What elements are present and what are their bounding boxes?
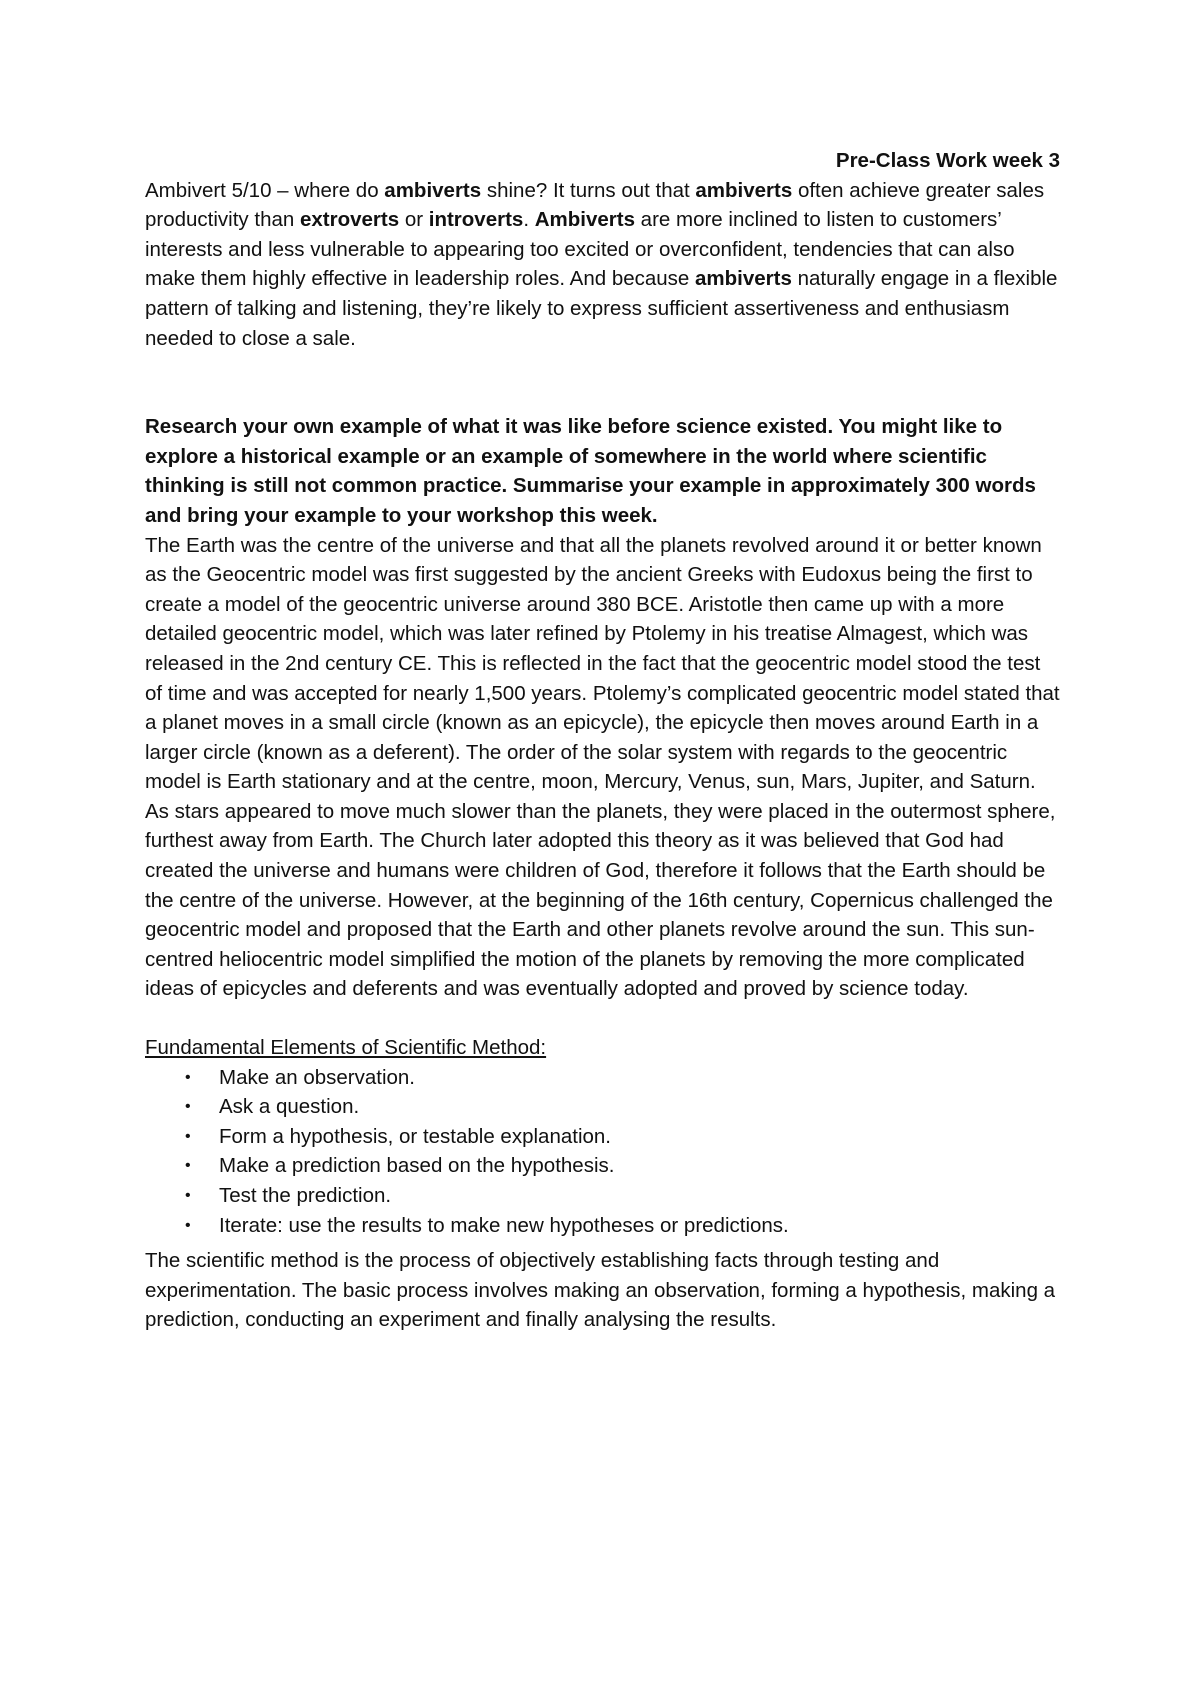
ambivert-text-5: . xyxy=(523,208,535,232)
bullet-icon: • xyxy=(185,1098,191,1116)
ambivert-text-6: are more inclined to listen to customers’ interests and less vulnerable to appearing too excited or overconfident, tendencies that can also make them highly effective in leadership roles. And because xyxy=(145,208,1015,291)
ambivert-bold-5: Ambiverts xyxy=(534,208,635,232)
bullet-icon: • xyxy=(185,1068,191,1086)
page-title: Pre-Class Work week 3 xyxy=(835,149,1060,172)
list-item xyxy=(145,1122,1060,1152)
list-item-text: Form a hypothesis, or testable explanation. xyxy=(219,1124,611,1148)
list-item xyxy=(145,1181,1060,1211)
list-item-text: Make a prediction based on the hypothesis. xyxy=(219,1154,615,1178)
section-spacer xyxy=(145,1004,1060,1033)
list-item xyxy=(145,1151,1060,1181)
ambivert-bold-3: extroverts xyxy=(299,208,400,232)
bullet-icon: • xyxy=(185,1187,191,1204)
ambivert-bold-2: ambiverts xyxy=(695,178,793,202)
list-item-text: Make an observation. xyxy=(219,1065,416,1089)
list-item-text: Ask a question. xyxy=(219,1095,360,1119)
list-item-text: Test the prediction. xyxy=(219,1184,392,1207)
list-item xyxy=(145,1063,1060,1093)
task-answer-paragraph: The Earth was the centre of the universe and that all the planets revolved around it or better known as the Geocentric model was first suggested by the ancient Greeks with Eudoxus being the first to create a model of the geocentric universe around 380 BCE. Aristotle then came up with a more detailed geocentric model, which was later refined by Ptolemy in his treatise Almagest, which was released in the 2nd century CE. This is reflected in the fact that the geocentric model stood the test of time and was accepted for nearly 1,500 years. Ptolemy’s complicated geocentric model stated that a planet moves in a small circle (known as an epicycle), the epicycle then moves around Earth in a larger circle (known as a deferent). The order of the solar system with regards to the geocentric model is Earth stationary and at the centre, moon, Mercury, Venus, sun, Mars, Jupiter, and Saturn. As stars appeared to move much slower than the planets, they were placed in the outermost sphere, furthest away from Earth. The Church later adopted this theory as it was believed that God had created the universe and humans were children of God, therefore it follows that the Earth should be the centre of the universe. However, at the beginning of the 16th century, Copernicus challenged the geocentric model and proposed that the Earth and other planets revolve around the sun. This sun-centred heliocentric model simplified the motion of the planets by removing the more complicated ideas of epicycles and deferents and was eventually adopted and proved by science today. xyxy=(145,533,1060,1001)
ambivert-text-1: Ambivert 5/10 – where do xyxy=(145,178,385,202)
method-summary-paragraph: The scientific method is the process of objectively establishing facts through testing and experimentation. The basic process involves making an observation, forming a hypothesis, making a prediction, conducting an experiment and finally analysing the results. xyxy=(145,1249,1056,1332)
method-heading: Fundamental Elements of Scientific Method: xyxy=(145,1036,547,1060)
section-spacer xyxy=(145,353,1060,412)
ambivert-text-7: naturally engage in a flexible pattern of talking and listening, they’re likely to express sufficient assertiveness and enthusiasm needed to close a sale. xyxy=(145,267,1058,350)
list-item-text: Iterate: use the results to make new hypotheses or predictions. xyxy=(219,1213,789,1237)
ambivert-paragraph xyxy=(145,176,1060,354)
list-item xyxy=(145,1211,1060,1241)
bullet-icon: • xyxy=(185,1216,191,1234)
ambivert-text-3: often achieve greater sales productivity than xyxy=(145,178,1045,232)
list-item xyxy=(145,1092,1060,1122)
ambivert-bold-1: ambiverts xyxy=(384,178,482,202)
ambivert-bold-6: ambiverts xyxy=(695,267,792,291)
method-steps-list xyxy=(145,1063,1060,1241)
ambivert-bold-4: introverts xyxy=(428,208,524,232)
bullet-icon: • xyxy=(185,1127,191,1145)
task-heading: Research your own example of what it was like before science existed. You might like to explore a historical example or an example of somewhere in the world where scientific thinking is still not common practice. Summarise your example in approximately 300 words and bring your example to your workshop this week. xyxy=(145,415,1036,527)
bullet-icon: • xyxy=(185,1157,191,1175)
ambivert-text-2: shine? It turns out that xyxy=(481,178,696,202)
document-body xyxy=(145,146,1060,1335)
ambivert-text-4: or xyxy=(399,208,429,232)
